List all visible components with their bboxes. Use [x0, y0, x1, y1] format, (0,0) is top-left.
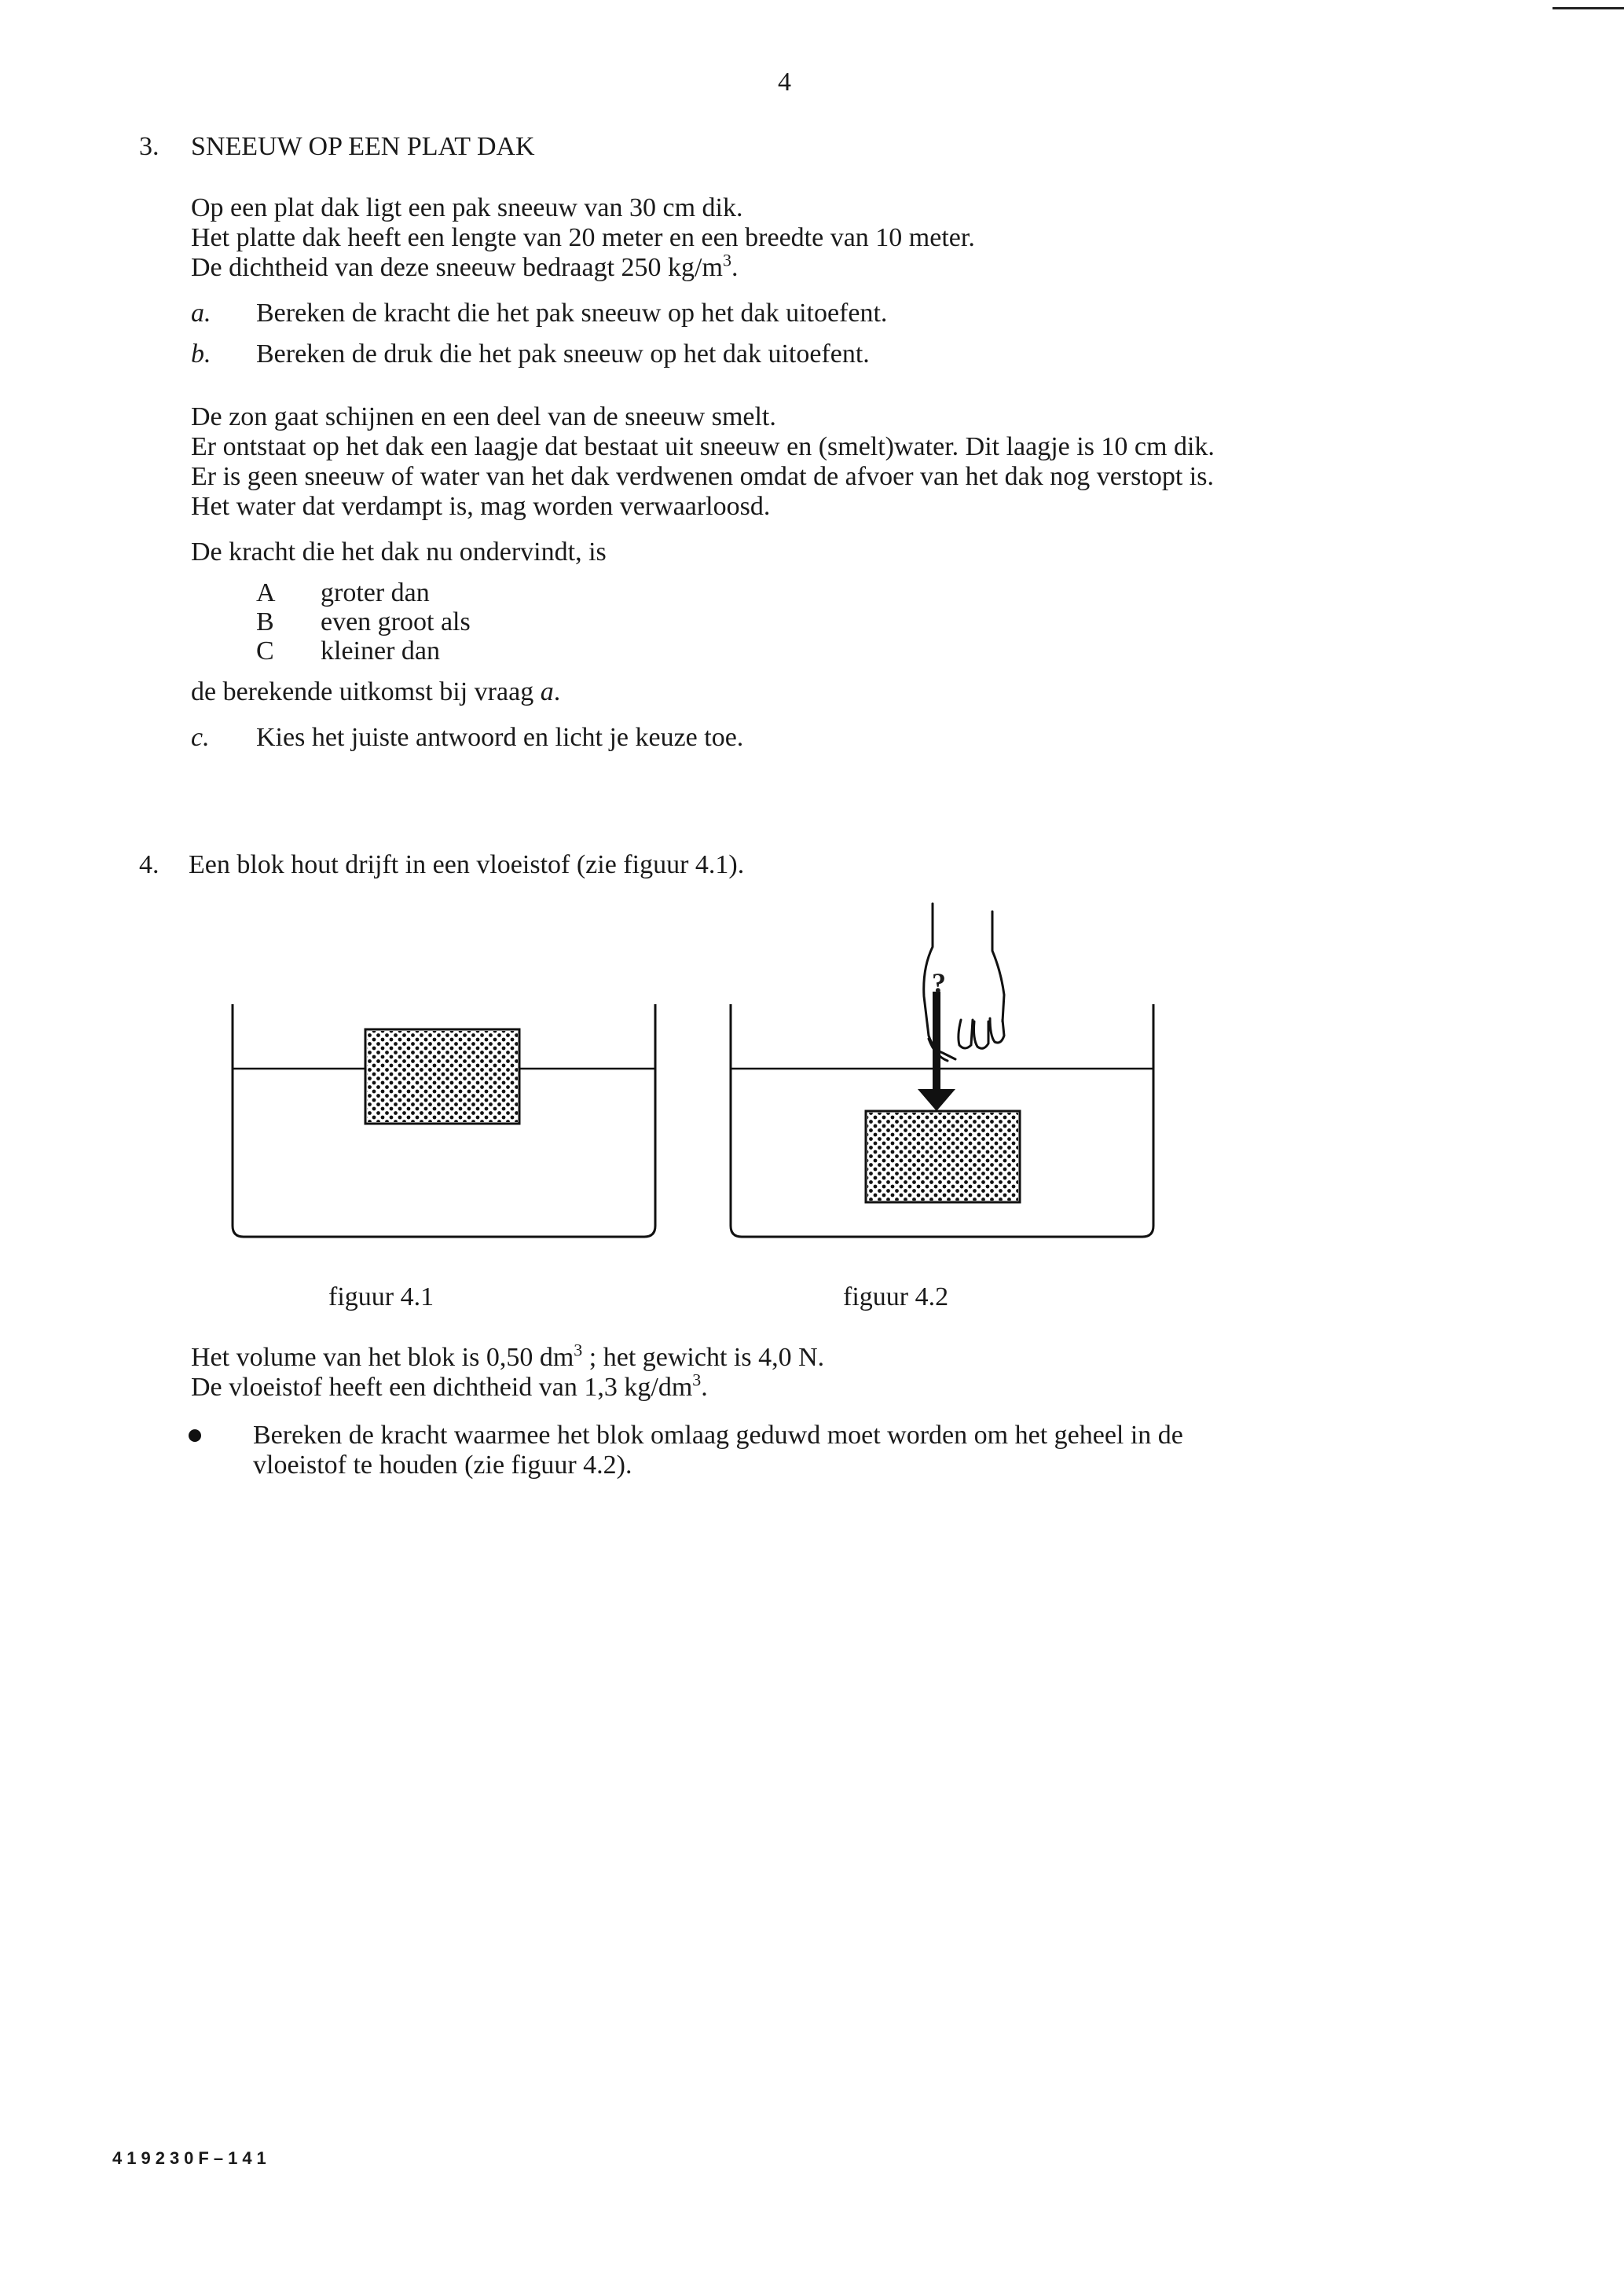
- option-c-text: kleiner dan: [321, 636, 440, 666]
- q4-density-line: De vloeistof heeft een dichtheid van 1,3 $kg/dm^3$.: [191, 1370, 708, 1402]
- q4-intro: Een blok hout drijft in een vloeistof (zie figuur 4.1).: [189, 850, 745, 879]
- q3-a-text: Bereken de kracht die het pak sneeuw op het dak uitoefent.: [256, 299, 888, 328]
- figure-4-1-caption: figuur 4.1: [328, 1282, 434, 1311]
- q3-b-text: Bereken de druk die het pak sneeuw op het dak uitoefent.: [256, 339, 870, 369]
- q3-after-options: de berekende uitkomst bij vraag a.: [191, 677, 561, 706]
- q3-a-label: a.: [191, 299, 211, 328]
- q4-task-line-2: vloeistof te houden (zie figuur 4.2).: [253, 1451, 632, 1480]
- q3-c-label: c.: [191, 723, 210, 752]
- option-b-letter: B: [256, 607, 274, 636]
- q4-volume-line: Het volume van het blok is 0,50 $dm^3$ ; het gewicht is 4,0 N.: [191, 1340, 825, 1372]
- q3-question-line: De kracht die het dak nu ondervindt, is: [191, 537, 607, 567]
- task-bullet-icon: [189, 1429, 201, 1442]
- figure-4-2: [731, 904, 1153, 1237]
- q3-intro-line-2: Het platte dak heeft een lengte van 20 meter en een breedte van 10 meter.: [191, 223, 975, 252]
- option-a-letter: A: [256, 578, 276, 607]
- footer-code: 419230F–141: [112, 2148, 271, 2168]
- q3-title: SNEEUW OP EEN PLAT DAK: [191, 132, 535, 161]
- force-arrow-head: [918, 1089, 955, 1111]
- option-c-letter: C: [256, 636, 274, 666]
- q3-b-label: b.: [191, 339, 211, 369]
- q3-density-line: De dichtheid van deze sneeuw bedraagt 250 $kg/m^3$.: [191, 250, 739, 282]
- option-a-text: groter dan: [321, 578, 430, 607]
- option-b-text: even groot als: [321, 607, 471, 636]
- figure-4-2-caption: figuur 4.2: [843, 1282, 949, 1311]
- q3-intro-line-1: Op een plat dak ligt een pak sneeuw van 30 cm dik.: [191, 193, 743, 222]
- q4-number: 4.: [139, 850, 159, 879]
- q3-para2-line-4: Het water dat verdampt is, mag worden verwaarloosd.: [191, 492, 771, 521]
- q3-para2-line-2: Er ontstaat op het dak een laagje dat bestaat uit sneeuw en (smelt)water. Dit laagje is 10 cm dik.: [191, 432, 1215, 461]
- q3-para2-line-1: De zon gaat schijnen en een deel van de sneeuw smelt.: [191, 402, 776, 431]
- q3-para2-line-3: Er is geen sneeuw of water van het dak verdwenen omdat de afvoer van het dak nog verstopt is.: [191, 462, 1214, 491]
- page-number: 4: [778, 68, 791, 97]
- q3-number: 3.: [139, 132, 159, 161]
- q3-c-text: Kies het juiste antwoord en licht je keuze toe.: [256, 723, 744, 752]
- force-question-mark: ?: [932, 967, 946, 999]
- force-arrow-shaft: [933, 992, 940, 1094]
- figure-4-1: [233, 1004, 655, 1237]
- q4-task-line-1: Bereken de kracht waarmee het blok omlaag geduwd moet worden om het geheel in de: [253, 1421, 1183, 1450]
